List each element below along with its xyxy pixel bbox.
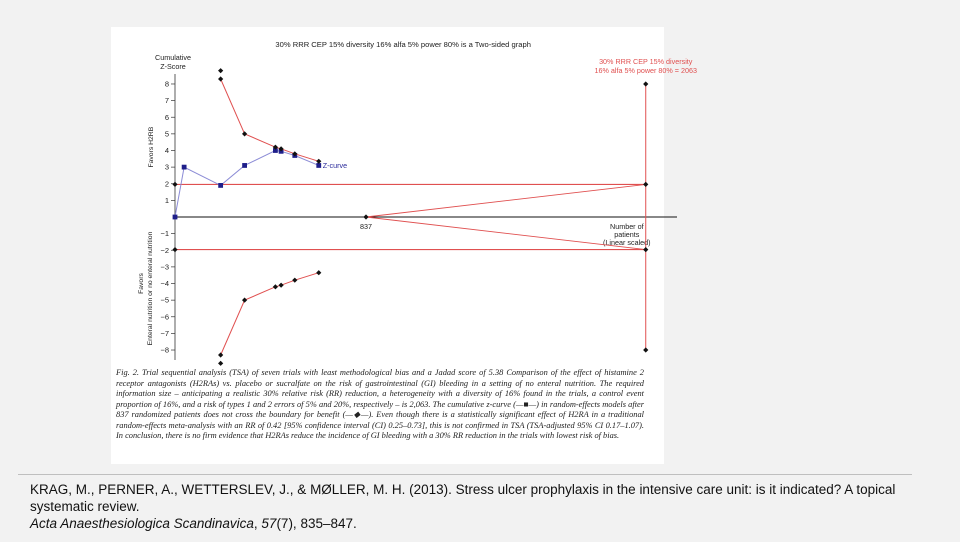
y-tick-label: −7 <box>160 328 169 338</box>
y-tick-label: 3 <box>164 162 169 172</box>
series-0-point <box>182 165 187 170</box>
series-2-line <box>221 273 319 355</box>
y-tick-label: −8 <box>160 345 169 355</box>
y-tick-label: 6 <box>164 112 169 122</box>
series-0-label: Z-curve <box>322 160 348 170</box>
y-tick-label: 8 <box>164 79 169 89</box>
series-1-point <box>218 76 223 81</box>
y-tick-label: 2 <box>164 179 169 189</box>
ris-upper-boundary-marker <box>643 182 648 187</box>
ris-label-line2: 16% alfa 5% power 80% = 2063 <box>594 66 697 75</box>
extrapolated-boundary-upper <box>366 184 646 217</box>
figure-caption: Fig. 2. Trial sequential analysis (TSA) of seven trials with least methodological bias and a Jadad score of 5.38 Comparison of the effect of histamine 2 receptor antagonists (H2RAs) vs. placebo or sucralfate on the risk of gastrointestinal (GI) bleeding in a setting of no enteral nutrition. The required information size – anticipating a realistic 30% relative risk (RR) reduction, a heterogeneity with a diversity of 16% found in the trials, a control event proportion of 16%, and a risk of types 1 and 2 errors of 5% and 20%, respectively – is 2,063. The cumulative z-curve (—■—) in random-effects models after 837 randomized patients does not cross the boundary for benefit (—◆—). Even though there is a statistically significant effect of H2RA in a traditional random-effects meta-analysis with an RR of 0.42 [95% confidence interval (CI) 0.25–0.73], this is not confirmed in TSA (TSA-adjusted 95% CI 0.17–1.07). In conclusion, there is no firm evidence that H2RAs reduce the incidence of GI bleeding with a 30% RR reduction in the trials with lowest risk of bias. <box>116 368 644 440</box>
x-axis-label-line2: patients <box>614 230 640 239</box>
series-0-line <box>175 150 319 217</box>
citation-pages: (7), 835–847. <box>276 516 357 531</box>
series-2-point <box>273 284 278 289</box>
ris-top-marker <box>643 81 648 86</box>
chart-title: 30% RRR CEP 15% diversity 16% alfa 5% power 80% is a Two-sided graph <box>275 40 531 49</box>
favors-label: Favors <box>138 273 145 294</box>
extrapolated-boundary-lower <box>366 217 646 250</box>
x-axis-label-line3: (Linear scaled) <box>603 238 651 247</box>
enteral-nutrition-label: Enteral nutrition or no enteral nutrition <box>147 231 154 346</box>
y-tick-label: 4 <box>164 146 169 156</box>
y-tick-label: 7 <box>164 96 169 106</box>
divider <box>18 474 912 475</box>
series-2-point <box>316 270 321 275</box>
series-1-line <box>221 79 319 161</box>
favors-h2rb-label: Favors H2RB <box>148 126 155 168</box>
y-tick-label: 5 <box>164 129 169 139</box>
ris-lower-boundary-marker <box>643 247 648 252</box>
total-patients-label: 837 <box>359 222 372 231</box>
citation-volume: 57 <box>261 516 277 531</box>
citation-journal: Acta Anaesthesiologica Scandinavica <box>30 516 254 531</box>
y-tick-label: −6 <box>160 312 169 322</box>
y-tick-label: −1 <box>160 229 169 239</box>
y-tick-label: −4 <box>160 279 169 289</box>
y-axis-label-line2: Z-Score <box>160 62 186 71</box>
series-2-point <box>218 352 223 357</box>
series-1-point <box>242 131 247 136</box>
ris-label-line1: 30% RRR CEP 15% diversity <box>599 57 693 66</box>
tsa-chart <box>111 27 697 367</box>
y-tick-label: 1 <box>164 195 169 205</box>
x-axis-label-line1: Number of <box>610 222 644 231</box>
boundary-start-upper-marker <box>172 182 177 187</box>
series-0-point <box>218 183 223 188</box>
figure-panel <box>111 27 697 464</box>
boundary-start-lower-marker <box>172 247 177 252</box>
series-0-point <box>242 163 247 168</box>
series-0-point <box>173 215 178 220</box>
total-patients-marker <box>363 214 368 219</box>
series-2-point <box>279 283 284 288</box>
y-tick-label: −5 <box>160 295 169 305</box>
citation <box>30 481 940 532</box>
boundary-extreme-lower-marker <box>218 361 223 366</box>
citation-authors: KRAG, M., PERNER, A., WETTERSLEV, J., & MØLLER, M. H. (2013). Stress ulcer prophylaxis in the intensive care unit: is it indicated? A topical systematic review. <box>30 482 896 514</box>
boundary-extreme-upper-marker <box>218 68 223 73</box>
ris-bottom-marker <box>643 347 648 352</box>
y-axis-label-line1: Cumulative <box>155 53 191 62</box>
series-2-point <box>292 278 297 283</box>
y-tick-label: −3 <box>160 262 169 272</box>
series-2-point <box>242 298 247 303</box>
citation-sep: , <box>253 516 262 531</box>
y-tick-label: −2 <box>160 245 169 255</box>
